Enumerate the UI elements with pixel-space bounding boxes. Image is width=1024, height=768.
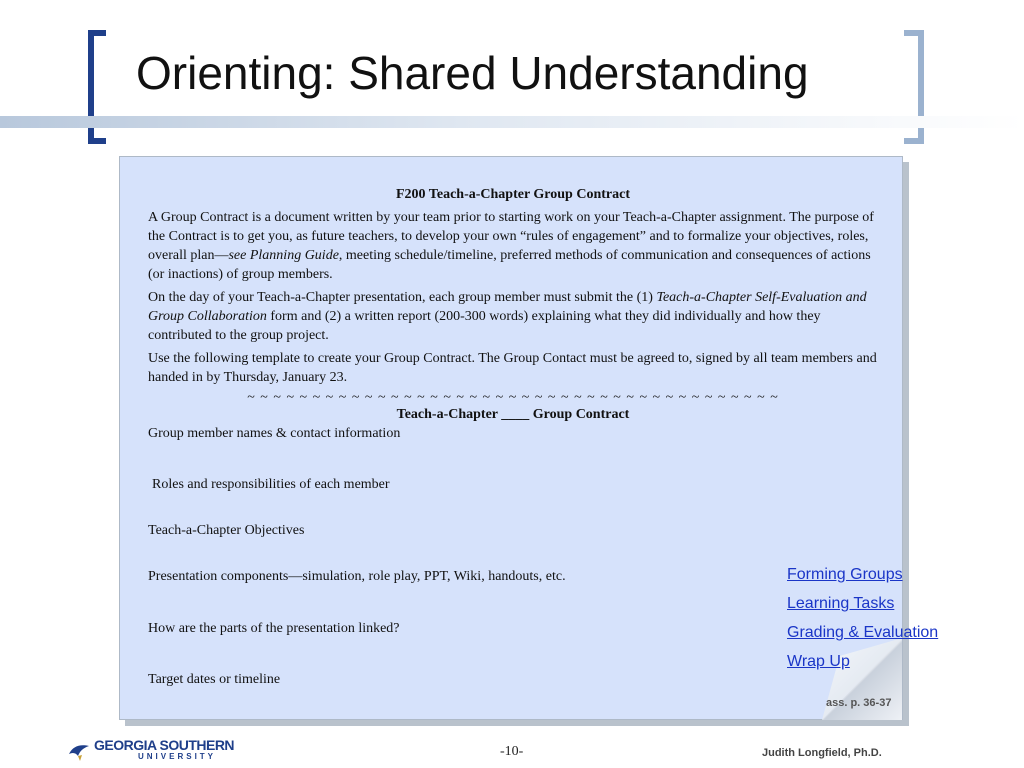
paragraph-2-end: form and (2) a written report (200-300 words) explaining what they did individually and how they contributed to the group project. <box>148 309 821 343</box>
separator: ~ ~ ~ ~ ~ ~ ~ ~ ~ ~ ~ ~ ~ ~ ~ ~ ~ ~ ~ ~ ~ ~ ~ ~ ~ ~ ~ ~ ~ ~ ~ ~ ~ ~ ~ ~ ~ ~ ~ ~ ~ <box>247 390 779 405</box>
reference-note: ass. p. 36-37 <box>826 697 892 709</box>
document-paragraph-3: Use the following template to create your Group Contract. The Group Contact must be agreed to, signed by all team members and handed in by Thursday, January 23. <box>148 351 877 385</box>
title-band <box>0 116 1024 128</box>
university-logo <box>68 737 235 764</box>
page-number: -10- <box>500 744 524 759</box>
link-learning-tasks[interactable]: Learning Tasks <box>787 595 895 612</box>
slide-title: Orienting: Shared Understanding <box>136 47 809 99</box>
paragraph-2-italic: Teach-a-Chapter Self-Evaluation and Group Collaboration <box>148 290 867 324</box>
paragraph-1-text: A Group Contract is a document written by your team prior to starting work on your Teach-a-Chapter assignment. The purpose of the Contract is to get you, as future teachers, to develop your own “rules of engagement” and to formalize your objectives, roles, overall plan— <box>148 210 874 263</box>
document-paragraph-1 <box>148 208 878 284</box>
logo-name: GEORGIA SOUTHERN <box>94 737 235 753</box>
field-roles: Roles and responsibilities of each member <box>152 477 390 492</box>
link-wrap-up[interactable]: Wrap Up <box>787 653 850 670</box>
field-presentation-components: Presentation components—simulation, role play, PPT, Wiki, handouts, etc. <box>148 569 566 584</box>
author-name: Judith Longfield, Ph.D. <box>762 747 882 759</box>
field-parts-linked: How are the parts of the presentation linked? <box>148 621 400 636</box>
paragraph-1-end: , meeting schedule/timeline, preferred methods of communication and consequences of actions (or inactions) of group members. <box>148 248 871 282</box>
logo-sub: UNIVERSITY <box>138 752 217 761</box>
eagle-logo-icon <box>68 740 90 762</box>
field-group-members: Group member names & contact information <box>148 426 401 441</box>
document-panel <box>119 156 903 720</box>
document-heading: F200 Teach-a-Chapter Group Contract <box>396 187 630 202</box>
field-objectives: Teach-a-Chapter Objectives <box>148 523 305 538</box>
document-body <box>148 185 878 424</box>
field-target-dates: Target dates or timeline <box>148 672 281 687</box>
link-forming-groups[interactable]: Forming Groups <box>787 566 903 583</box>
link-grading-evaluation[interactable]: Grading & Evaluation <box>787 624 939 641</box>
template-heading: Teach-a-Chapter ____ Group Contract <box>396 407 630 422</box>
document-paragraph-2 <box>148 288 878 345</box>
paragraph-1-italic: see Planning Guide <box>228 248 339 263</box>
paragraph-2-text: On the day of your Teach-a-Chapter presentation, each group member must submit the (1) <box>148 290 657 305</box>
